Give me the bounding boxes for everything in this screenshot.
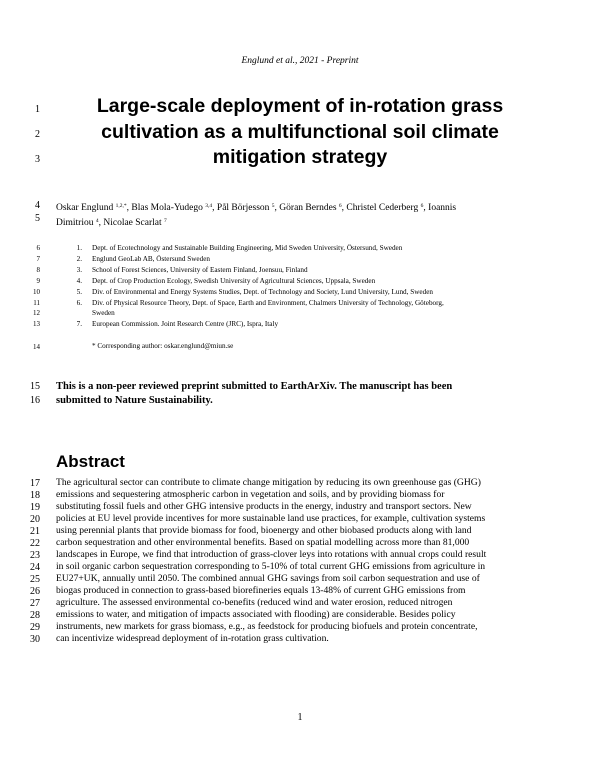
abstract-line: emissions to water, and mitigation of impacts associated with flooding) are considerable. Besides policy: [56, 609, 456, 620]
line-number: 1: [35, 104, 40, 115]
line-number: 2: [35, 129, 40, 140]
line-number: 24: [30, 562, 40, 573]
author-affiliation-mark: 1,2,*: [115, 203, 127, 209]
line-number: 15: [30, 381, 40, 392]
affiliation-number: 5.: [76, 288, 82, 296]
author-name: Oskar Englund: [56, 203, 114, 213]
line-number: 20: [30, 514, 40, 525]
running-header: Englund et al., 2021 - Preprint: [241, 56, 359, 66]
author-affiliation-mark: 6: [420, 203, 424, 209]
affiliation-number: 6.: [76, 299, 82, 307]
author-affiliation-mark: 3,4: [205, 203, 213, 209]
line-number: 22: [30, 538, 40, 549]
abstract-line: biogas produced in connection to grass-based biorefineries equals 13-48% of current GHG emissions from: [56, 585, 466, 596]
line-number: 27: [30, 598, 40, 609]
line-number: 18: [30, 490, 40, 501]
corresponding-author: * Corresponding author: oskar.englund@miun.se: [92, 342, 234, 350]
line-number: 16: [30, 395, 40, 406]
author-affiliation-mark: 4: [95, 218, 99, 224]
notice-line: submitted to Nature Sustainability.: [56, 395, 213, 406]
page-number: 1: [297, 712, 303, 723]
abstract-line: can incentivize widespread deployment of in-rotation grass cultivation.: [56, 633, 329, 644]
line-number: 7: [36, 255, 40, 263]
author-name: Christel Cederberg: [346, 203, 419, 213]
affiliation-text: Div. of Environmental and Energy Systems Studies, Dept. of Technology and Society, Lund University, Lund, Sweden: [92, 288, 433, 296]
abstract-line: substituting fossil fuels and other GHG intensive products in the energy, industry and transport sectors. New: [56, 501, 472, 512]
author-name: Ioannis: [428, 203, 457, 213]
paper-title: [60, 94, 540, 171]
title-line: mitigation strategy: [212, 146, 388, 168]
line-number: 3: [35, 154, 40, 165]
abstract-line: using perennial plants that provide biomass for food, bioenergy and other biobased products along with land: [56, 525, 472, 536]
line-number: 17: [30, 478, 40, 489]
line-number: 23: [30, 550, 40, 561]
line-number: 13: [33, 320, 40, 328]
affiliation-number: 7.: [76, 320, 82, 328]
author-name: Blas Mola-Yudego: [131, 203, 203, 213]
affiliation-number: 4.: [76, 277, 82, 285]
line-number: 4: [35, 200, 40, 211]
abstract-line: in soil organic carbon sequestration corresponding to 5-10% of total current GHG emissions from agriculture in: [56, 561, 486, 572]
line-number: 29: [30, 622, 40, 633]
affiliation-text: Englund GeoLab AB, Östersund Sweden: [92, 255, 210, 263]
abstract-line: carbon sequestration and other environmental benefits. Based on spatial modelling across more than 81,000: [56, 537, 470, 548]
line-number: 28: [30, 610, 40, 621]
affiliation-text: Sweden: [92, 309, 115, 317]
author-affiliation-mark: 5: [271, 203, 275, 209]
author-name: Dimitriou: [56, 218, 94, 228]
abstract-line: instruments, new markets for grass biomass, e.g., as feedstock for producing biofuels and protein concentrate,: [56, 621, 478, 632]
line-number: 11: [33, 299, 40, 307]
abstract-line: The agricultural sector can contribute to climate change mitigation by reducing its own greenhouse gas (GHG): [56, 477, 481, 488]
author-name: Pål Börjesson: [216, 203, 270, 213]
author-line: Dimitriou $^4$, Nicolae Scarlat $^7$: [56, 218, 167, 228]
line-number: 26: [30, 586, 40, 597]
author-name: Nicolae Scarlat: [103, 218, 162, 228]
affiliation-text: Dept. of Ecotechnology and Sustainable Building Engineering, Mid Sweden University, Östersund, Sweden: [92, 244, 403, 252]
abstract-line: agriculture. The assessed environmental co-benefits (reduced wind and water erosion, reduced nitrogen: [56, 597, 453, 608]
line-number: 12: [33, 309, 40, 317]
author-line: Oskar Englund $^{1,2,*}$, Blas Mola-Yudego $^{3,4}$, Pål Börjesson $^5$, Göran Berndes $^6$, Christel Cederberg $^6$, Ioannis: [56, 203, 457, 213]
line-number: 19: [30, 502, 40, 513]
line-number: 9: [36, 277, 40, 285]
affiliation-text: European Commission. Joint Research Centre (JRC), Ispra, Italy: [92, 320, 279, 328]
affiliation-text: Dept. of Crop Production Ecology, Swedish University of Agricultural Sciences, Uppsala, Sweden: [92, 277, 376, 285]
abstract-line: EU27+UK, annually until 2050. The combined annual GHG savings from soil carbon sequestration and use of: [56, 573, 480, 584]
line-number: 14: [33, 343, 40, 351]
line-number: 30: [30, 634, 40, 645]
affiliation-number: 1.: [76, 244, 82, 252]
line-number: 8: [36, 266, 40, 274]
title-line: cultivation as a multifunctional soil climate: [101, 120, 499, 143]
line-number: 10: [33, 288, 40, 296]
abstract-line: policies at EU level provide incentives for more sustainable land use practices, for example, cultivation systems: [56, 513, 486, 524]
author-affiliation-mark: 6: [338, 203, 342, 209]
author-list: [56, 200, 536, 230]
affiliation-text: School of Forest Sciences, University of Eastern Finland, Joensuu, Finland: [92, 266, 308, 274]
author-name: Göran Berndes: [279, 203, 337, 213]
notice-line: This is a non-peer reviewed preprint submitted to EarthArXiv. The manuscript has been: [56, 381, 453, 392]
line-number: 6: [36, 244, 40, 252]
line-number: 25: [30, 574, 40, 585]
abstract-line: emissions and sequestering atmospheric carbon in vegetation and soils, and by providing biomass for: [56, 489, 445, 500]
title-line: Large-scale deployment of in-rotation grass: [96, 95, 504, 117]
affiliation-text: Div. of Physical Resource Theory, Dept. of Space, Earth and Environment, Chalmers University of Technology, Göteborg,: [92, 299, 444, 307]
line-number: 5: [35, 213, 40, 224]
author-affiliation-mark: 7: [164, 218, 167, 224]
abstract-heading: Abstract: [56, 452, 125, 471]
line-number: 21: [30, 526, 40, 537]
affiliation-number: 2.: [76, 255, 82, 263]
abstract-line: landscapes in Europe, we find that introduction of grass-clover leys into rotations with annual crops could result: [56, 549, 487, 560]
affiliation-number: 3.: [76, 266, 82, 274]
preprint-notice: [56, 380, 536, 408]
